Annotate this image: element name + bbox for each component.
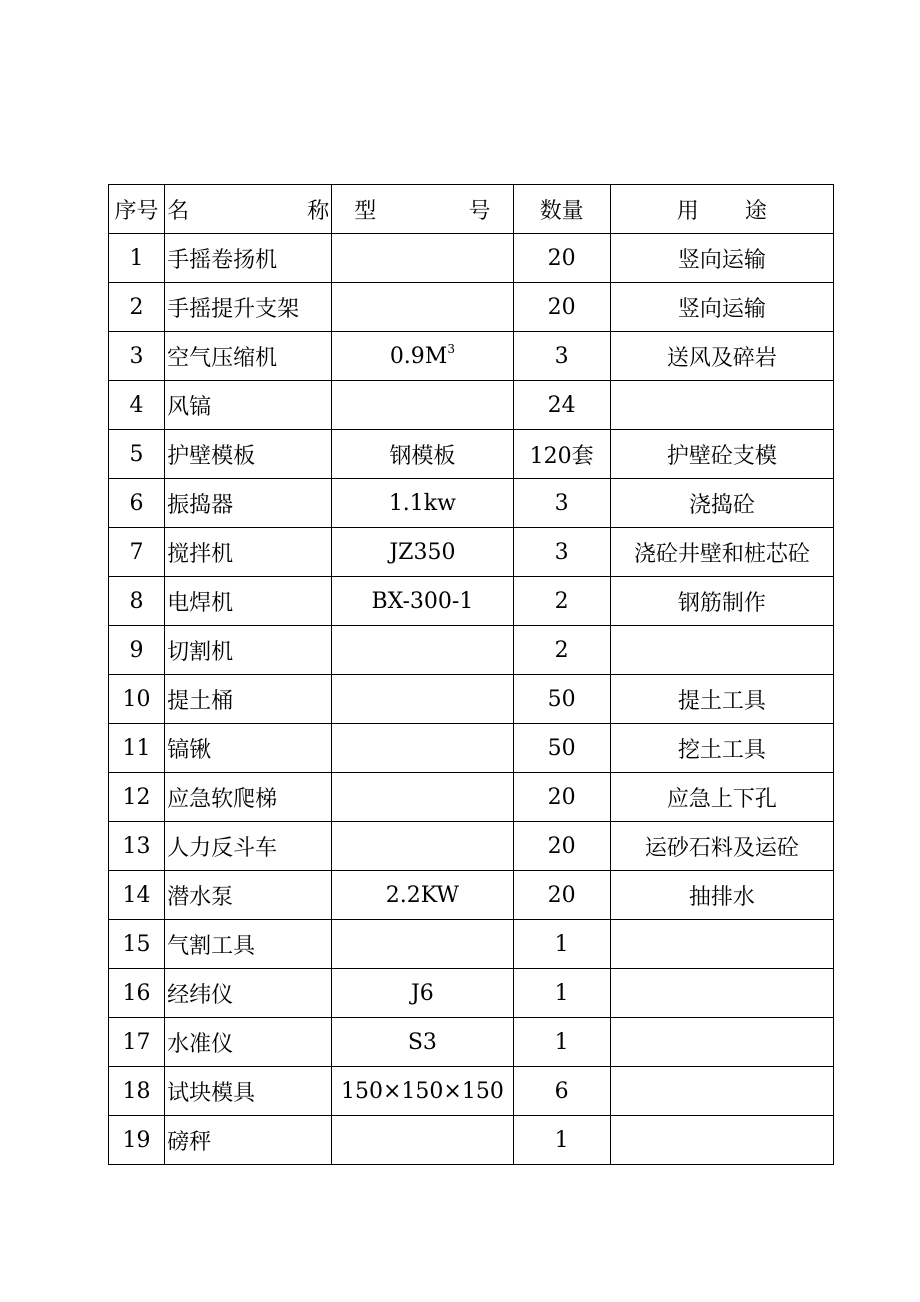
cell-use [610,920,833,969]
cell-name-text: 应急软爬梯 [167,786,278,812]
cell-qty-text: 120套 [529,443,594,469]
header-name-left: 名 [167,198,190,224]
cell-seq [109,773,165,822]
cell-model [332,724,513,773]
header-use [610,185,833,234]
cell-seq-text: 1 [129,245,144,271]
cell-model-text: 150×150×150 [340,1078,504,1104]
cell-seq-text: 19 [122,1127,151,1153]
cell-qty [513,724,610,773]
cell-qty-text: 2 [554,637,569,663]
cell-seq [109,332,165,381]
cell-name-text: 电焊机 [167,590,234,616]
header-use-left: 用 [676,198,699,224]
cell-name-text: 护壁模板 [167,443,256,469]
table-row [109,234,834,283]
header-model-right: 号 [468,198,491,224]
cell-seq-text: 3 [129,343,144,369]
cell-qty [513,430,610,479]
cell-model [332,234,513,283]
cell-name [165,577,332,626]
cell-qty-text: 20 [547,294,576,320]
cell-qty-text: 3 [554,490,569,516]
cell-use-text: 运砂石料及运砼 [644,835,799,861]
cell-name-text: 风镐 [167,394,212,420]
cell-name [165,528,332,577]
cell-use [610,871,833,920]
cell-use [610,332,833,381]
cell-seq-text: 2 [129,294,144,320]
cell-qty [513,969,610,1018]
cell-name [165,479,332,528]
cell-seq [109,528,165,577]
cell-model-text: JZ350 [389,539,456,565]
cell-name-text: 经纬仪 [167,982,234,1008]
table-body [109,234,834,1165]
cell-name [165,1067,332,1116]
cell-model [332,577,513,626]
cell-use [610,1018,833,1067]
cell-name [165,332,332,381]
cell-seq [109,724,165,773]
table-row [109,332,834,381]
cell-name-text: 水准仪 [167,1031,234,1057]
table-row [109,773,834,822]
table-row [109,822,834,871]
cell-name-text: 试块模具 [167,1080,256,1106]
cell-qty-text: 50 [547,735,576,761]
cell-use [610,822,833,871]
cell-qty-text: 1 [554,1127,569,1153]
cell-seq [109,234,165,283]
cell-name [165,724,332,773]
cell-use [610,283,833,332]
cell-model [332,675,513,724]
cell-seq-text: 8 [129,588,144,614]
cell-name [165,773,332,822]
cell-use [610,773,833,822]
cell-qty-text: 1 [554,1029,569,1055]
cell-use [610,1067,833,1116]
cell-seq-text: 4 [129,392,144,418]
cell-use [610,479,833,528]
cell-model [332,822,513,871]
cell-model-text: BX-300-1 [371,588,474,614]
cell-name-text: 手摇提升支架 [167,296,300,322]
cell-use [610,626,833,675]
cell-name-text: 气割工具 [167,933,256,959]
cell-seq-text: 13 [122,833,151,859]
cell-qty-text: 3 [554,343,569,369]
header-seq: 序号 [109,185,165,234]
cell-use [610,1116,833,1165]
cell-model [332,528,513,577]
cell-qty-text: 50 [547,686,576,712]
header-name-right: 称 [307,198,330,224]
cell-name [165,675,332,724]
cell-use [610,969,833,1018]
header-model [332,185,513,234]
cell-seq-text: 6 [129,490,144,516]
cell-seq [109,1018,165,1067]
cell-use-text: 钢筋制作 [677,590,766,616]
cell-use-text: 护壁砼支模 [666,443,777,469]
cell-qty [513,1018,610,1067]
cell-qty-text: 20 [547,882,576,908]
cell-seq [109,1116,165,1165]
cell-qty [513,1116,610,1165]
cell-use [610,528,833,577]
cell-name [165,822,332,871]
cell-model-text: 钢模板 [389,443,456,469]
cell-name-text: 镐锹 [167,737,212,763]
cell-seq-text: 15 [122,931,151,957]
cell-name [165,1116,332,1165]
cell-model [332,479,513,528]
cell-model-text: S3 [407,1029,437,1055]
cell-seq [109,822,165,871]
table-row [109,675,834,724]
cell-seq-text: 7 [129,539,144,565]
cell-model-text: 2.2KW [385,882,460,908]
table-row [109,969,834,1018]
table-row [109,528,834,577]
cell-qty [513,479,610,528]
cell-qty [513,822,610,871]
cell-qty [513,871,610,920]
cell-model [332,1018,513,1067]
cell-use-text: 抽排水 [688,884,755,910]
header-model-left: 型 [354,198,377,224]
header-qty: 数量 [513,185,610,234]
cell-model [332,969,513,1018]
cell-seq-text: 11 [122,735,151,761]
cell-name-text: 潜水泵 [167,884,234,910]
cell-use-text: 送风及碎岩 [666,345,777,371]
cell-use-text: 浇捣砼 [688,492,755,518]
cell-name-text: 振捣器 [167,492,234,518]
cell-name [165,283,332,332]
cell-name [165,871,332,920]
cell-seq [109,283,165,332]
table-header-row [109,185,834,234]
equipment-table [108,184,834,1165]
cell-use-text: 提土工具 [677,688,766,714]
cell-model [332,626,513,675]
table-row [109,724,834,773]
cell-qty [513,1067,610,1116]
cell-qty [513,675,610,724]
cell-seq-text: 10 [122,686,151,712]
cell-qty-text: 1 [554,931,569,957]
header-use-right: 途 [744,198,767,224]
table-row [109,1018,834,1067]
cell-name [165,234,332,283]
cell-model [332,1116,513,1165]
cell-name [165,920,332,969]
cell-qty [513,283,610,332]
cell-seq [109,430,165,479]
cell-name-text: 手摇卷扬机 [167,247,278,273]
cell-model [332,773,513,822]
cell-seq-text: 14 [122,882,151,908]
cell-model-superscript: 3 [447,341,455,356]
cell-use [610,577,833,626]
header-name [165,185,332,234]
cell-seq [109,479,165,528]
cell-seq [109,920,165,969]
table-row [109,1067,834,1116]
cell-name [165,381,332,430]
cell-seq-text: 9 [129,637,144,663]
cell-name-text: 提土桶 [167,688,234,714]
cell-model-text: 1.1kw [388,490,456,516]
cell-name [165,969,332,1018]
cell-seq [109,1067,165,1116]
cell-use [610,234,833,283]
cell-qty [513,577,610,626]
cell-seq-text: 12 [122,784,151,810]
cell-qty-text: 24 [547,392,576,418]
cell-name [165,430,332,479]
table-row [109,626,834,675]
cell-use-text: 浇砼井壁和桩芯砼 [633,541,810,567]
cell-name-text: 空气压缩机 [167,345,278,371]
cell-seq-text: 17 [122,1029,151,1055]
cell-seq [109,626,165,675]
cell-use-text: 挖土工具 [677,737,766,763]
cell-qty [513,234,610,283]
table-row [109,381,834,430]
cell-model-text: J6 [410,980,434,1006]
cell-model-text: 0.9M [389,343,448,369]
cell-model [332,430,513,479]
cell-model [332,871,513,920]
cell-seq-text: 18 [122,1078,151,1104]
cell-seq [109,969,165,1018]
cell-seq [109,675,165,724]
cell-seq-text: 16 [122,980,151,1006]
cell-qty-text: 20 [547,784,576,810]
cell-qty [513,626,610,675]
cell-seq [109,381,165,430]
cell-qty-text: 2 [554,588,569,614]
table-row [109,1116,834,1165]
cell-name [165,1018,332,1067]
cell-use-text: 竖向运输 [677,247,766,273]
cell-model [332,283,513,332]
cell-qty-text: 20 [547,245,576,271]
table-row [109,479,834,528]
cell-qty [513,773,610,822]
cell-model [332,332,513,381]
cell-seq [109,871,165,920]
cell-use [610,430,833,479]
cell-model [332,381,513,430]
cell-qty [513,332,610,381]
cell-seq [109,577,165,626]
cell-name-text: 搅拌机 [167,541,234,567]
cell-name-text: 切割机 [167,639,234,665]
cell-qty-text: 1 [554,980,569,1006]
cell-qty-text: 6 [554,1078,569,1104]
cell-use-text: 竖向运输 [677,296,766,322]
table-row [109,430,834,479]
cell-qty [513,528,610,577]
table-row [109,871,834,920]
cell-use-text: 应急上下孔 [666,786,777,812]
cell-qty-text: 3 [554,539,569,565]
cell-model [332,1067,513,1116]
cell-qty-text: 20 [547,833,576,859]
table-row [109,577,834,626]
cell-use [610,675,833,724]
cell-use [610,381,833,430]
cell-name-text: 人力反斗车 [167,835,278,861]
table-row [109,283,834,332]
cell-qty [513,381,610,430]
cell-model [332,920,513,969]
cell-name [165,626,332,675]
cell-seq-text: 5 [129,441,144,467]
table-row [109,920,834,969]
cell-qty [513,920,610,969]
cell-use [610,724,833,773]
cell-name-text: 磅秤 [167,1129,212,1155]
